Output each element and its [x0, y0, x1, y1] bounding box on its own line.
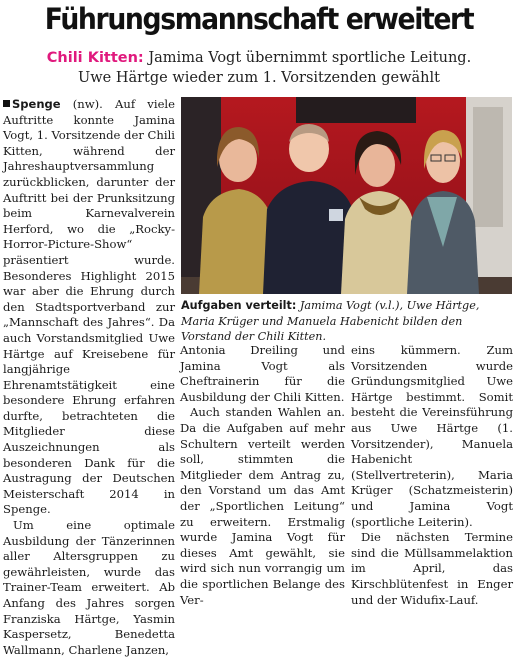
- paragraph-intro: [3, 97, 175, 518]
- dateline-location: Spenge: [12, 97, 61, 111]
- team-photo-image: [181, 97, 512, 294]
- paragraph-board: eins kümmern. Zum Vorsitzenden wurde Gründungsmitglied Uwe Härtge bestimmt. Somit besteht die Vereinsführung aus Uwe Härtge (1. Vorsitzender), Manuela Habenicht (Stellvertreterin), Maria Krüger (Schatzmeisterin) und Jamina Vogt (sportliche Leiterin).: [351, 343, 513, 529]
- paragraph-trainer-team: Um eine optimale Ausbildung der Tänzerinnen aller Altersgruppen zu gewährleisten, wurde das Trainer-Team erweitert. Ab Anfang des Jahres sorgen Franziska Härtge, Yasmin Kaspersetz, Benedetta Wallmann, Charlene Janzen,: [3, 518, 175, 657]
- caption-label: Aufgaben verteilt:: [181, 299, 297, 312]
- paragraph-elections: Auch standen Wahlen an. Da die Aufgaben auf mehr Schultern verteilt werden soll, stimmten die Mitglieder dem Antrag zu, den Vorstand um das Amt der „Sportlichen Leitung“ zu erweitern. Erstmalig wurde Jamina Vogt für dieses Amt gewählt, sie wird sich nun vorrangig um die sportlichen Belange des Ver-: [180, 405, 345, 607]
- subhead-kicker: Chili Kitten:: [46, 50, 144, 66]
- article-column-2: [180, 343, 345, 608]
- subhead-line-2: Uwe Härtge wieder zum 1. Vorsitzenden gewählt: [78, 70, 440, 86]
- headline: Führungsmannschaft erweitert: [44, 2, 474, 36]
- article-column-3: [351, 343, 513, 608]
- photo-caption: [181, 298, 512, 345]
- paragraph-upcoming-dates: Die nächsten Termine sind die Müllsammelaktion im April, das Kirschblütenfest in Enger und der Widufix-Lauf.: [351, 530, 513, 607]
- subhead-line-1-text: Jamima Vogt übernimmt sportliche Leitung.: [143, 50, 472, 66]
- caption-text: Jamima Vogt (v.l.), Uwe Härtge, Maria Krüger und Manuela Habenicht bilden den Vorstand der Chili Kitten.: [181, 299, 480, 343]
- paragraph-trainer-team-cont: Antonia Dreiling und Jamina Vogt als Cheftrainerin für die Ausbildung der Chili Kitten.: [180, 343, 345, 404]
- paragraph-intro-text: (nw). Auf viele Auftritte konnte Jamina Vogt, 1. Vorsitzende der Chili Kitten, während der Jahreshauptversammlung zurückblicken, darunter der Auftritt bei der Prunksitzung beim Karnevalverein Herford, wo die „Rocky-Horror-Picture-Show“ präsentiert wurde. Besonderes Highlight 2015 war aber die Ehrung durch den Stadtsportverband zur „Mannschaft des Jahres“. Da auch Vorstandsmitglied Uwe Härtge auf Kreisebene für langjährige Ehrenamtstätigkeit eine besondere Ehrung erfahren durfte, betrachteten die Mitglieder diese Auszeichnungen als besonderen Dank für die Austragung der Deutschen Meisterschaft 2014 in Spenge.: [3, 97, 176, 517]
- bullet-square-icon: [3, 100, 10, 107]
- article-column-1: [3, 97, 175, 658]
- team-photo: [181, 97, 512, 294]
- subhead-line-1: [0, 48, 518, 68]
- subheadline: [0, 48, 518, 88]
